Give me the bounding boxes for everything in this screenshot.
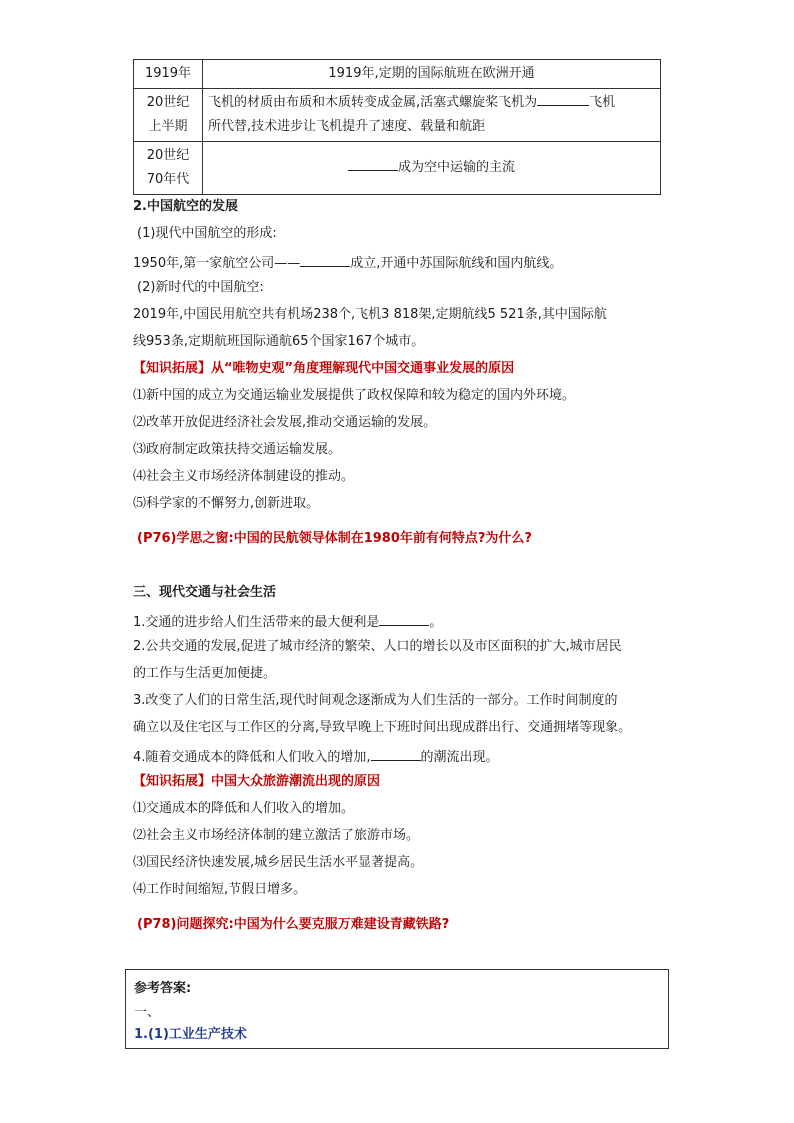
content-cell: 1919年,定期的国际航班在欧洲开通 <box>203 60 661 89</box>
answer-title: 参考答案: <box>134 981 192 996</box>
section-heading: 三、现代交通与社会生活 <box>133 585 277 600</box>
study-question: (P76)学思之窗:中国的民航领导体制在1980年前有何特点?为什么? <box>137 531 532 546</box>
fill-blank[interactable] <box>348 156 398 171</box>
era-cell: 1919年 <box>134 60 203 89</box>
answer-section: 一、 <box>134 1005 161 1020</box>
paragraph: 1.交通的进步给人们生活带来的最大便利是 。 <box>133 611 442 632</box>
fill-blank[interactable] <box>379 611 429 626</box>
paragraph: 4.随着交通成本的降低和人们收入的增加, 的潮流出现。 <box>133 746 499 767</box>
table-row <box>134 142 661 195</box>
paragraph: 3.改变了人们的日常生活,现代时间观念逐渐成为人们生活的一部分。工作时间制度的 <box>133 693 618 708</box>
timeline-table <box>133 59 661 195</box>
list-item: ⑷工作时间缩短,节假日增多。 <box>133 882 307 897</box>
answer-box <box>125 969 669 1049</box>
knowledge-extension-title: 【知识拓展】从“唯物史观”角度理解现代中国交通事业发展的原因 <box>133 361 515 376</box>
fill-blank[interactable] <box>300 252 350 267</box>
table-row <box>134 89 661 142</box>
paragraph: 2019年,中国民用航空共有机场238个,飞机3 818架,定期航线5 521条,其中国际航 <box>133 307 607 322</box>
table-row <box>134 60 661 89</box>
answer-item: 1.(1)工业生产技术 <box>134 1027 247 1042</box>
era-cell: 20世纪 上半期 <box>134 89 203 142</box>
fill-blank[interactable] <box>371 746 421 761</box>
content-cell: 飞机的材质由布质和木质转变成金属,活塞式螺旋桨飞机为 飞机 所代替,技术进步让飞机提升了速度、载量和航距 <box>203 89 661 142</box>
paragraph: 1950年,第一家航空公司—— 成立,开通中苏国际航线和国内航线。 <box>133 252 562 273</box>
era-cell: 20世纪 70年代 <box>134 142 203 195</box>
list-item: ⑴交通成本的降低和人们收入的增加。 <box>133 801 355 816</box>
subheading: (2)新时代的中国航空: <box>137 280 264 295</box>
section-heading: 2.中国航空的发展 <box>133 199 238 214</box>
paragraph: 2.公共交通的发展,促进了城市经济的繁荣、人口的增长以及市区面积的扩大,城市居民 <box>133 639 622 654</box>
list-item: ⑵社会主义市场经济体制的建立激活了旅游市场。 <box>133 828 420 843</box>
list-item: ⑶政府制定政策扶持交通运输发展。 <box>133 442 342 457</box>
list-item: ⑶国民经济快速发展,城乡居民生活水平显著提高。 <box>133 855 424 870</box>
paragraph: 的工作与生活更加便捷。 <box>133 666 277 681</box>
study-question: (P78)问题探究:中国为什么要克服万难建设青藏铁路? <box>137 917 450 932</box>
subheading: (1)现代中国航空的形成: <box>137 226 277 241</box>
content-cell: 成为空中运输的主流 <box>203 142 661 195</box>
fill-blank[interactable] <box>537 91 589 106</box>
paragraph: 确立以及住宅区与工作区的分离,导致早晚上下班时间出现成群出行、交通拥堵等现象。 <box>133 720 632 735</box>
list-item: ⑵改革开放促进经济社会发展,推动交通运输的发展。 <box>133 415 437 430</box>
knowledge-extension-title: 【知识拓展】中国大众旅游潮流出现的原因 <box>133 774 381 789</box>
list-item: ⑴新中国的成立为交通运输业发展提供了政权保障和较为稳定的国内外环境。 <box>133 388 576 403</box>
paragraph: 线953条,定期航班国际通航65个国家167个城市。 <box>133 334 425 349</box>
list-item: ⑸科学家的不懈努力,创新进取。 <box>133 496 320 511</box>
list-item: ⑷社会主义市场经济体制建设的推动。 <box>133 469 355 484</box>
